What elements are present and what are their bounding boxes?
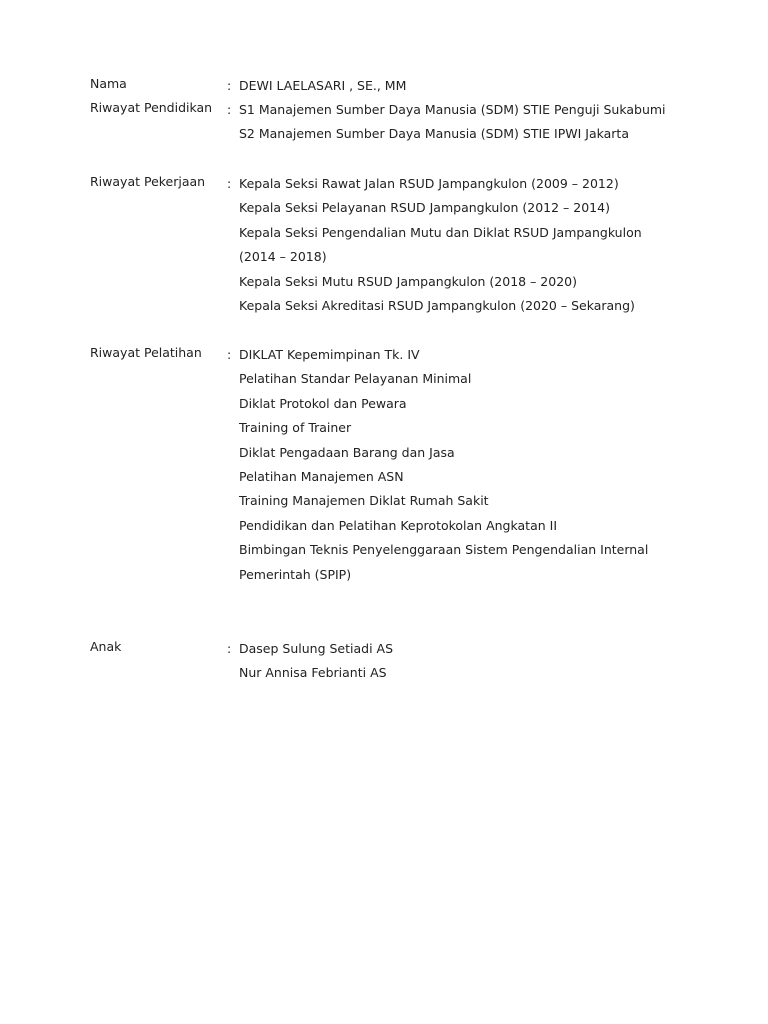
field-label-pendidikan: Riwayat Pendidikan	[90, 100, 213, 115]
field-values-pekerjaan	[227, 174, 642, 320]
field-line	[227, 565, 648, 589]
pekerjaan-item: Kepala Seksi Pelayanan RSUD Jampangkulon (2012 – 2014)	[239, 200, 610, 216]
field-line	[227, 369, 648, 393]
field-line	[227, 124, 666, 148]
field-values-anak	[227, 639, 393, 688]
pendidikan-item: S2 Manajemen Sumber Daya Manusia (SDM) STIE IPWI Jakarta	[239, 126, 629, 142]
field-line	[227, 223, 642, 247]
field-line	[227, 247, 642, 271]
field-line	[227, 443, 648, 467]
field-line	[227, 174, 642, 198]
field-line	[227, 345, 648, 369]
field-line	[227, 491, 648, 515]
field-label-pekerjaan: Riwayat Pekerjaan	[90, 174, 206, 189]
field-line	[227, 394, 648, 418]
field-values-pendidikan	[227, 100, 666, 149]
field-line	[227, 76, 406, 100]
pelatihan-item: Pendidikan dan Pelatihan Keprotokolan Angkatan II	[239, 517, 557, 533]
field-label-anak: Anak	[90, 639, 122, 654]
colon-separator: :	[227, 347, 232, 362]
field-line	[227, 418, 648, 442]
pelatihan-item: Diklat Protokol dan Pewara	[239, 395, 407, 411]
pekerjaan-item: Kepala Seksi Rawat Jalan RSUD Jampangkulon (2009 – 2012)	[239, 176, 619, 191]
field-line	[227, 296, 642, 320]
pelatihan-item: Pemerintah (SPIP)	[239, 566, 352, 582]
pelatihan-item: Bimbingan Teknis Penyelenggaraan Sistem Pengendalian Internal	[239, 542, 649, 558]
field-label-pelatihan: Riwayat Pelatihan	[90, 345, 202, 360]
pekerjaan-item: Kepala Seksi Akreditasi RSUD Jampangkulon (2020 – Sekarang)	[239, 297, 635, 313]
pelatihan-item: DIKLAT Kepemimpinan Tk. IV	[239, 347, 420, 362]
field-line	[227, 540, 648, 564]
colon-separator: :	[227, 102, 232, 117]
pekerjaan-item: Kepala Seksi Mutu RSUD Jampangkulon (2018 – 2020)	[239, 273, 578, 289]
field-line	[227, 198, 642, 222]
nama-value: DEWI LAELASARI , SE., MM	[239, 78, 407, 93]
pekerjaan-item: Kepala Seksi Pengendalian Mutu dan Diklat RSUD Jampangkulon	[239, 224, 642, 240]
field-line	[227, 663, 393, 687]
pekerjaan-item: (2014 – 2018)	[239, 249, 327, 265]
colon-separator: :	[227, 176, 232, 191]
field-values-pelatihan	[227, 345, 648, 589]
field-line	[227, 467, 648, 491]
pelatihan-item: Pelatihan Manajemen ASN	[239, 468, 404, 484]
pelatihan-item: Training Manajemen Diklat Rumah Sakit	[239, 493, 489, 509]
pelatihan-item: Pelatihan Standar Pelayanan Minimal	[239, 371, 472, 387]
field-line	[227, 639, 393, 663]
field-values-nama	[227, 76, 406, 100]
colon-separator: :	[227, 641, 232, 656]
field-line	[227, 272, 642, 296]
field-label-nama: Nama	[90, 76, 127, 91]
pendidikan-item: S1 Manajemen Sumber Daya Manusia (SDM) STIE Penguji Sukabumi	[239, 102, 666, 117]
anak-item: Dasep Sulung Setiadi AS	[239, 641, 394, 656]
field-line	[227, 100, 666, 124]
pelatihan-item: Diklat Pengadaan Barang dan Jasa	[239, 444, 455, 460]
pelatihan-item: Training of Trainer	[239, 420, 352, 436]
field-line	[227, 516, 648, 540]
anak-item: Nur Annisa Febrianti AS	[239, 665, 387, 681]
colon-separator: :	[227, 78, 232, 93]
